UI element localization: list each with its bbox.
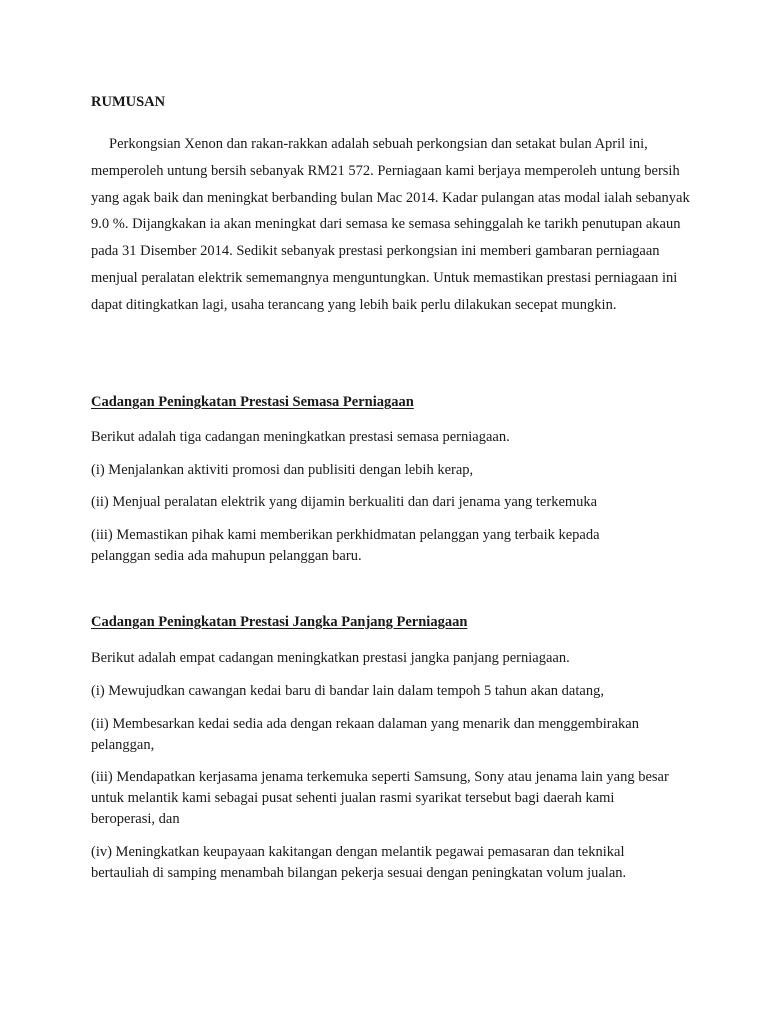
list-item: (iv) Meningkatkan keupayaan kakitangan dengan melantik pegawai pemasaran dan teknikal bertauliah di samping menambah bilangan pekerja sesuai dengan peningkatan volum jualan. (91, 844, 627, 881)
document-title: RUMUSAN (91, 94, 166, 110)
section-current-performance (91, 393, 691, 564)
list-item: (iii) Memastikan pihak kami memberikan perkhidmatan pelanggan yang terbaik kepada pelanggan sedia ada mahupun pelanggan baru. (91, 527, 600, 564)
list-item: (ii) Membesarkan kedai sedia ada dengan rekaan dalaman yang menarik dan menggembirakan pelanggan, (91, 716, 639, 753)
list-item: (i) Mewujudkan cawangan kedai baru di bandar lain dalam tempoh 5 tahun akan datang, (91, 683, 604, 699)
section-intro: Berikut adalah tiga cadangan meningkatkan prestasi semasa perniagaan. (91, 429, 510, 445)
section-long-term-performance (91, 613, 691, 881)
section-heading: Cadangan Peningkatan Prestasi Semasa Perniagaan (91, 394, 414, 410)
list-item: (i) Menjalankan aktiviti promosi dan publisiti dengan lebih kerap, (91, 462, 474, 478)
section-heading: Cadangan Peningkatan Prestasi Jangka Panjang Perniagaan (91, 614, 468, 630)
list-item: (ii) Menjual peralatan elektrik yang dijamin berkualiti dan dari jenama yang terkemuka (91, 494, 598, 510)
list-item: (iii) Mendapatkan kerjasama jenama terkemuka seperti Samsung, Sony atau jenama lain yang besar untuk melantik kami sebagai pusat sehenti jualan rasmi syarikat tersebut bagi daerah kami beroperasi, dan (91, 769, 669, 827)
summary-paragraph: Perkongsian Xenon dan rakan-rakkan adalah sebuah perkongsian dan setakat bulan April ini, memperoleh untung bersih sebanyak RM21 572. Perniagaan kami berjaya memperoleh untung bersih yang agak baik dan meningkat berbanding bulan Mac 2014. Kadar pulangan atas modal ialah sebanyak 9.0 %. Dijangkakan ia akan meningkat dari semasa ke semasa sehinggalah ke tarikh penutupan akaun pada 31 Disember 2014. Sedikit sebanyak prestasi perkongsian ini memberi gambaran perniagaan menjual peralatan elektrik sememangnya menguntungkan. Untuk memastikan prestasi perniagaan ini dapat ditingkatkan lagi, usaha terancang yang lebih baik perlu dilakukan secepat mungkin. (91, 136, 690, 313)
section-intro: Berikut adalah empat cadangan meningkatkan prestasi jangka panjang perniagaan. (91, 650, 570, 666)
